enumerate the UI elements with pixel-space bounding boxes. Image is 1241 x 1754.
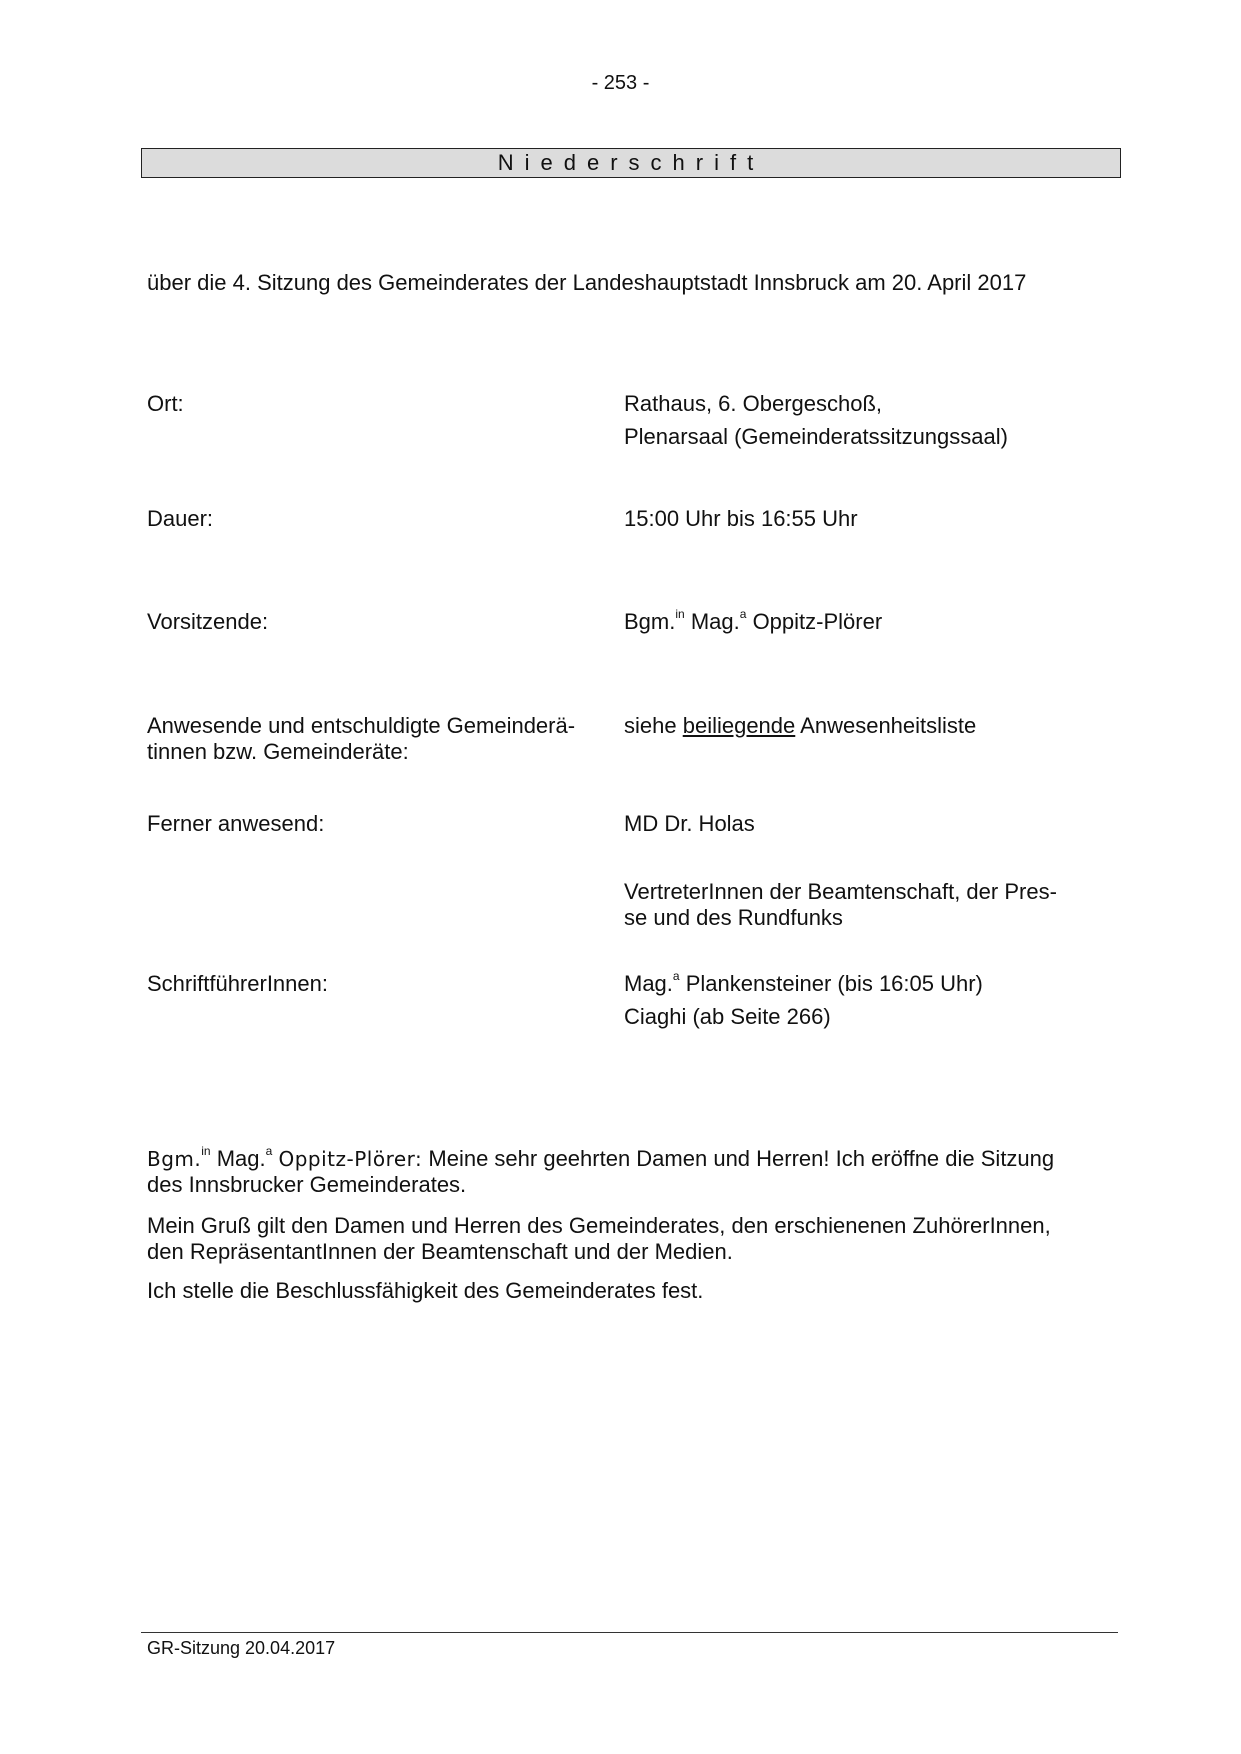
speaker-name: Oppitz-Plörer: bbox=[278, 1147, 423, 1171]
vorsitzende-label: Vorsitzende: bbox=[147, 609, 269, 634]
anwesende-label-line2: tinnen bzw. Gemeinderäte: bbox=[147, 739, 409, 764]
schriftfuehrer-value bbox=[624, 967, 1084, 1033]
speech-paragraph-2 bbox=[147, 1213, 1107, 1265]
schriftfuehrer-line2: Ciaghi (ab Seite 266) bbox=[624, 1004, 831, 1029]
speech-paragraph-3: Ich stelle die Beschlussfähigkeit des Gemeinderates fest. bbox=[147, 1278, 704, 1303]
vorsitzende-value bbox=[624, 605, 1084, 638]
anwesende-value-link: beiliegende bbox=[682, 713, 796, 738]
anwesende-label-line1: Anwesende und entschuldigte Gemeinderä- bbox=[147, 713, 576, 738]
vorsitzende-bgm: Bgm. bbox=[624, 609, 676, 634]
footer-divider bbox=[141, 1632, 1118, 1633]
ferner-value2-line1: VertreterInnen der Beamtenschaft, der Pres- bbox=[624, 879, 1057, 904]
speaker-bgm-sup: in bbox=[201, 1144, 211, 1158]
ferner-value2 bbox=[624, 879, 1084, 931]
anwesende-value bbox=[624, 713, 1084, 739]
schriftfuehrer-label: SchriftführerInnen: bbox=[147, 971, 328, 996]
anwesende-value-pre: siehe bbox=[624, 713, 677, 738]
ort-value-line1: Rathaus, 6. Obergeschoß, bbox=[624, 391, 883, 416]
document-subtitle: über die 4. Sitzung des Gemeinderates der Landeshauptstadt Innsbruck am 20. April 2017 bbox=[147, 270, 1027, 295]
anwesende-value-post: Anwesenheitsliste bbox=[800, 713, 977, 738]
footer-text: GR-Sitzung 20.04.2017 bbox=[147, 1638, 336, 1658]
speech-p1-line2: des Innsbrucker Gemeinderates. bbox=[147, 1172, 467, 1197]
speaker-bgm: Bgm. bbox=[147, 1147, 202, 1171]
speech-p1-line1 bbox=[147, 1146, 1107, 1172]
speech-p2-line1: Mein Gruß gilt den Damen und Herren des Gemeinderates, den erschienenen ZuhörerInnen, bbox=[147, 1213, 1051, 1238]
ort-label: Ort: bbox=[147, 391, 184, 416]
schriftfuehrer-line1 bbox=[624, 967, 1084, 1000]
speaker-mag: Mag. bbox=[216, 1146, 266, 1171]
vorsitzende-mag: Mag. bbox=[690, 609, 740, 634]
ferner-value1: MD Dr. Holas bbox=[624, 811, 755, 836]
dauer-label: Dauer: bbox=[147, 506, 214, 531]
schriftfuehrer-mag-sup: a bbox=[672, 969, 680, 983]
ort-value-line2: Plenarsaal (Gemeinderatssitzungssaal) bbox=[624, 424, 1008, 449]
ort-value bbox=[624, 387, 1084, 453]
vorsitzende-name: Oppitz-Plörer bbox=[752, 609, 883, 634]
vorsitzende-bgm-sup: in bbox=[675, 607, 685, 621]
speech-p2-line2: den RepräsentantInnen der Beamtenschaft und der Medien. bbox=[147, 1239, 733, 1264]
schriftfuehrer-line1-rest: Plankensteiner (bis 16:05 Uhr) bbox=[685, 971, 983, 996]
dauer-value: 15:00 Uhr bis 16:55 Uhr bbox=[624, 506, 858, 531]
schriftfuehrer-mag: Mag. bbox=[624, 971, 673, 996]
ferner-value2-line2: se und des Rundfunks bbox=[624, 905, 843, 930]
page-number: - 253 - bbox=[591, 72, 650, 94]
document-title: Niederschrift bbox=[141, 148, 1121, 178]
speaker-mag-sup: a bbox=[265, 1144, 273, 1158]
vorsitzende-mag-sup: a bbox=[739, 607, 747, 621]
speech-p1-text: Meine sehr geehrten Damen und Herren! Ich eröffne die Sitzung bbox=[428, 1146, 1055, 1171]
anwesende-label bbox=[147, 713, 575, 765]
speech-paragraph-1 bbox=[147, 1146, 1107, 1198]
ferner-label: Ferner anwesend: bbox=[147, 811, 325, 836]
